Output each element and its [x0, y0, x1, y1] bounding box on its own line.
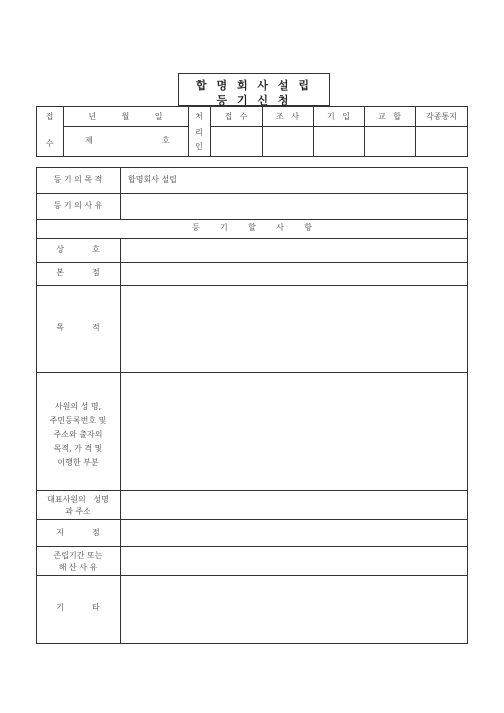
divider — [210, 126, 468, 127]
divider — [36, 262, 468, 263]
column-entry: 기 입 — [326, 112, 351, 121]
receipt-bottom-label: 수 — [45, 139, 54, 148]
receipt-top-label: 접 — [45, 112, 54, 121]
row-label-members: 사원의 성 명, 주민등록번호 및 주소와 출자의 목적, 가 격 및 이행한 부분 — [49, 402, 107, 467]
title-box — [178, 73, 330, 106]
divider — [36, 285, 468, 286]
column-collation: 교 합 — [377, 112, 402, 121]
divider — [36, 193, 468, 194]
number-label: 제 — [85, 136, 93, 145]
divider — [63, 126, 188, 127]
divider — [36, 238, 468, 239]
title-line-1: 합 명 회 사 설 립 — [196, 79, 312, 92]
row-label-trade-name: 상 호 — [56, 245, 100, 254]
divider — [36, 519, 468, 520]
row-label-others: 기 타 — [56, 603, 100, 612]
purpose-label: 등 기 의 목 적 — [53, 175, 103, 184]
row-label-branch: 지 점 — [56, 528, 100, 537]
divider — [36, 575, 468, 576]
date-label: 년 월 일 — [88, 112, 163, 121]
divider — [36, 372, 468, 373]
divider — [36, 490, 468, 491]
divider — [36, 546, 468, 547]
purpose-value: 합명회사 설립 — [128, 175, 177, 184]
column-receipt: 접 수 — [224, 112, 248, 121]
title-line-2: 등 기 신 청 — [216, 94, 292, 107]
row-label-representative: 대표사원의 성명 과 주소 — [47, 495, 109, 516]
column-notices: 각종통지 — [426, 112, 457, 121]
column-investigation: 조 사 — [275, 112, 300, 121]
row-label-head-office: 본 점 — [56, 268, 100, 277]
items-header: 등 기 할 사 항 — [191, 223, 312, 232]
process-label-1: 처 — [195, 112, 203, 121]
row-label-purpose: 목 적 — [56, 323, 100, 332]
number-suffix: 호 — [162, 136, 170, 145]
process-label-3: 인 — [195, 142, 203, 151]
reason-label: 등 기 의 사 유 — [53, 201, 103, 210]
row-label-duration: 존립기간 또는 해 산 사 유 — [53, 551, 103, 572]
process-label-2: 리 — [195, 128, 203, 137]
divider — [120, 238, 121, 644]
divider — [36, 219, 468, 220]
